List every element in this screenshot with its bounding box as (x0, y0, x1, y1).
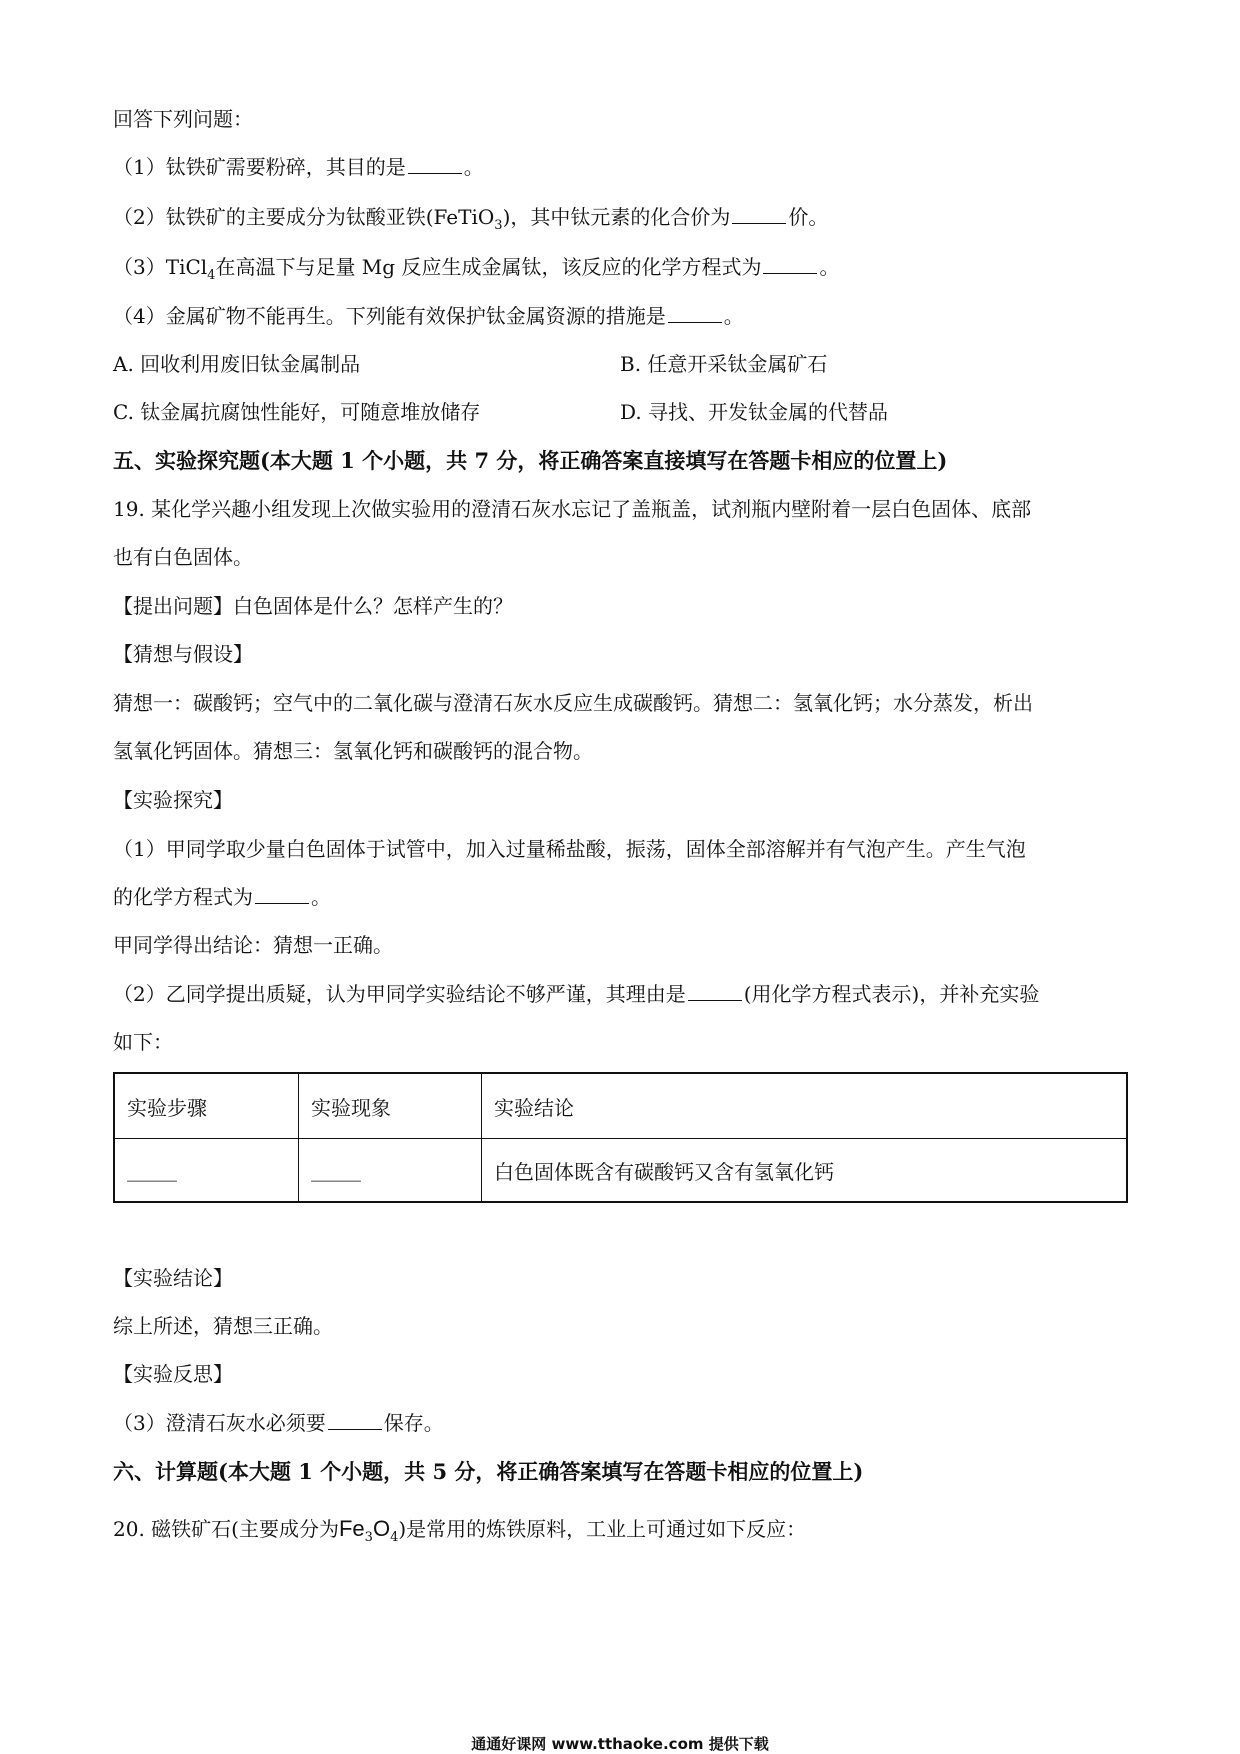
page-footer: 通通好课网 www.tthaoke.com 提供下载 (471, 1735, 769, 1753)
problem-20-text-a: 20. 磁铁矿石(主要成分为 (113, 1517, 339, 1541)
question-3-text-a: （3）TiCl (113, 255, 208, 279)
hypothesis-line-1: 猜想一：碳酸钙；空气中的二氧化碳与澄清石灰水反应生成碳酸钙。猜想二：氢氧化钙；水分蒸发，析出 (113, 691, 1033, 715)
problem-20-text-b: )是常用的炼铁原料，工业上可通过如下反应： (398, 1517, 807, 1541)
conclusion-heading: 【实验结论】 (113, 1266, 233, 1290)
section-5-heading: 五、实验探究题(本大题 1 个小题，共 7 分，将正确答案直接填写在答题卡相应的位置上) (113, 448, 948, 473)
answer-blank (732, 205, 786, 224)
table-header-row (114, 1073, 1127, 1139)
experiment-1-conclusion: 甲同学得出结论：猜想一正确。 (113, 933, 393, 957)
answer-blank (408, 155, 462, 174)
experiment-1-line-2 (113, 883, 331, 911)
question-2 (113, 203, 828, 231)
option-c: C. 钛金属抗腐蚀性能好，可随意堆放储存 (113, 400, 481, 424)
reflection-question-3 (113, 1409, 444, 1437)
answer-blank (328, 1411, 382, 1430)
answer-blank (688, 982, 742, 1001)
subscript: 3 (364, 1530, 373, 1545)
experiment-2-text: （2）乙同学提出质疑，认为甲同学实验结论不够严谨，其理由是 (113, 982, 686, 1006)
question-2-text-a: （2）钛铁矿的主要成分为钛酸亚铁(FeTiO (113, 205, 495, 229)
experiment-1-end: 。 (311, 885, 331, 909)
experiment-2-line-2: 如下： (113, 1030, 173, 1054)
hypothesis-heading: 【猜想与假设】 (113, 642, 253, 666)
experiment-2-line-1 (113, 980, 1039, 1008)
conclusion-line: 综上所述，猜想三正确。 (113, 1314, 333, 1338)
table-header-cell: 实验结论 (482, 1073, 1128, 1139)
problem-19-line-1: 19. 某化学兴趣小组发现上次做实验用的澄清石灰水忘记了盖瓶盖，试剂瓶内壁附着一层白色固体、底部 (113, 497, 1032, 521)
problem-19-line-2: 也有白色固体。 (113, 545, 253, 569)
formula-fe: Fe (338, 1516, 365, 1541)
answer-blank (763, 255, 817, 274)
option-a: A. 回收利用废旧钛金属制品 (113, 352, 361, 376)
intro-line: 回答下列问题： (113, 107, 253, 131)
ask-question-line: 【提出问题】白色固体是什么？怎样产生的？ (113, 594, 513, 618)
formula-o: O (372, 1516, 391, 1541)
problem-20-line (113, 1515, 806, 1543)
answer-blank (255, 885, 309, 904)
option-b: B. 任意开采钛金属矿石 (620, 352, 828, 376)
answer-blank (668, 304, 722, 323)
experiment-heading: 【实验探究】 (113, 788, 233, 812)
question-3-reflection-text: （3）澄清石灰水必须要 (113, 1411, 326, 1435)
reflection-end: 保存。 (383, 1411, 444, 1435)
question-3-text-b: 在高温下与足量 Mg 反应生成金属钛，该反应的化学方程式为 (215, 255, 762, 279)
question-1-text: （1）钛铁矿需要粉碎，其目的是 (113, 155, 406, 179)
question-2-text-b: )，其中钛元素的化合价为 (502, 205, 731, 229)
section-6-heading: 六、计算题(本大题 1 个小题，共 5 分，将正确答案填写在答题卡相应的位置上) (113, 1459, 864, 1484)
table-cell: _____ (114, 1139, 299, 1203)
question-4 (113, 302, 744, 330)
table-row (114, 1139, 1127, 1203)
experiment-2-end: (用化学方程式表示)，并补充实验 (743, 982, 1040, 1006)
table-header-cell: 实验步骤 (114, 1073, 299, 1139)
table-cell: 白色固体既含有碳酸钙又含有氢氧化钙 (482, 1139, 1128, 1203)
experiment-1-text: 的化学方程式为 (113, 885, 253, 909)
experiment-1-line-1: （1）甲同学取少量白色固体于试管中，加入过量稀盐酸，振荡，固体全部溶解并有气泡产生。产生气泡 (113, 837, 1026, 861)
reflection-heading: 【实验反思】 (113, 1362, 233, 1386)
table-cell: _____ (299, 1139, 482, 1203)
question-3 (113, 253, 839, 281)
hypothesis-line-2: 氢氧化钙固体。猜想三：氢氧化钙和碳酸钙的混合物。 (113, 739, 593, 763)
question-4-end: 。 (723, 304, 744, 328)
table-header-cell: 实验现象 (299, 1073, 482, 1139)
question-1 (113, 153, 484, 181)
option-d: D. 寻找、开发钛金属的代替品 (620, 400, 889, 424)
subscript: 4 (207, 268, 216, 283)
question-4-text: （4）金属矿物不能再生。下列能有效保护钛金属资源的措施是 (113, 304, 666, 328)
subscript: 4 (390, 1530, 399, 1545)
question-1-end: 。 (463, 155, 484, 179)
question-3-end: 。 (819, 255, 840, 279)
question-2-end: 价。 (788, 205, 829, 229)
subscript: 3 (494, 218, 503, 233)
experiment-table (113, 1072, 1128, 1203)
